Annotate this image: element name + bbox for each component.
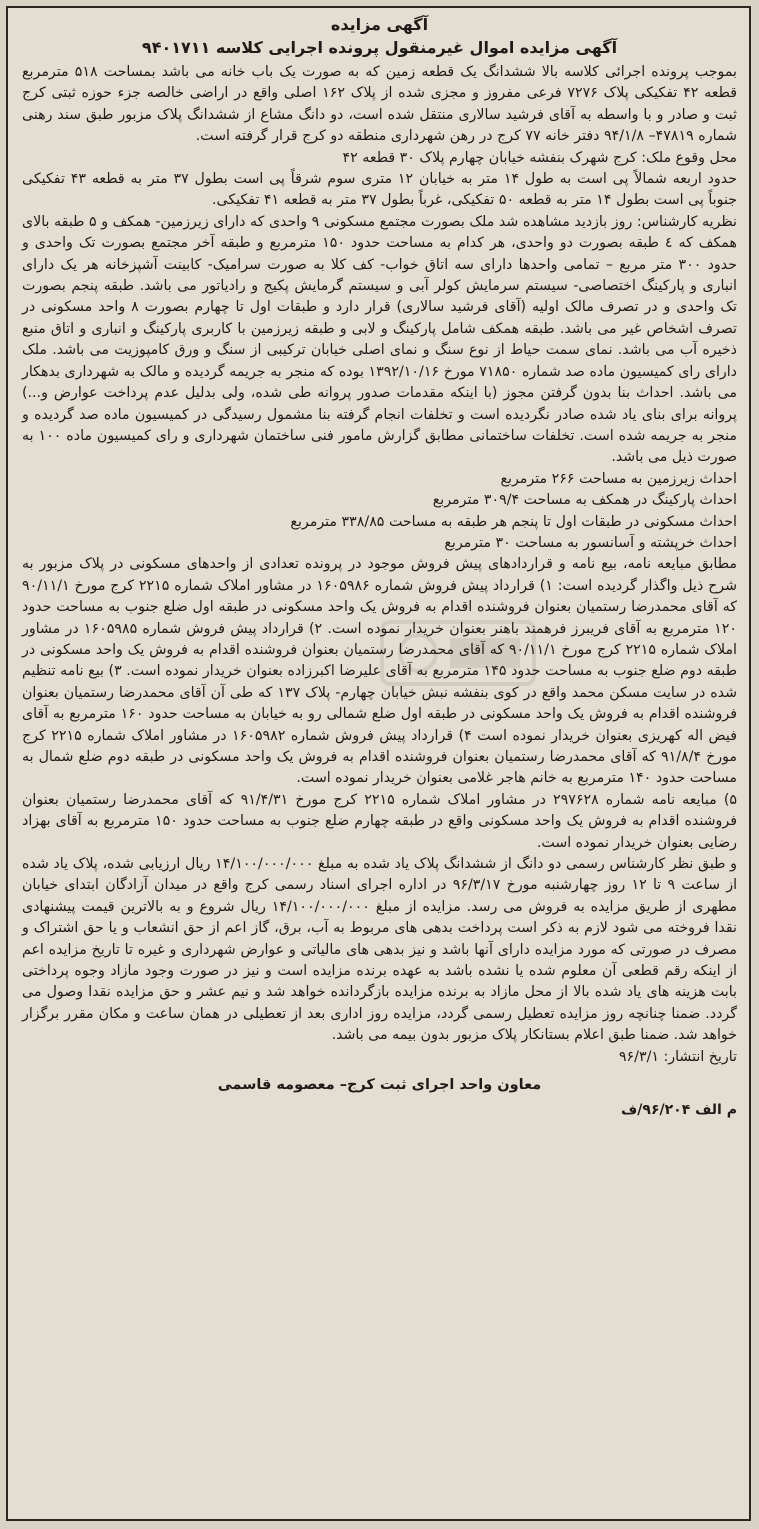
- paragraph-auction-terms: و طبق نظر کارشناس رسمی دو دانگ از ششدانگ پلاک یاد شده به مبلغ ۱۴/۱۰۰/۰۰۰/۰۰۰ ریال ارزیابی شده، پلاک یاد شده از ساعت ۹ تا ۱۲ روز چهارشنبه مورخ ۹۶/۳/۱۷ در اداره اجرای اسناد رسمی کرج واقع در میدان آزادگان ابتدای خیابان مطهری از طریق مزایده به فروش می رسد. مزایده از مبلغ ۱۴/۱۰۰/۰۰۰/۰۰۰ ریال شروع و به بالاترین قیمت پیشنهادی نقدا فروخته می شود لازم به ذکر است پرداخت بدهی های مربوط به آب، برق، گاز اعم از حق انشعاب و یا حق اشتراک و مصرف در صورتی که مورد مزایده دارای آنها باشد و نیز بدهی های مالیاتی و عوارض شهرداری و غیره تا تاریخ مزایده اعم از اینکه رقم قطعی آن معلوم شده یا نشده باشد به عهده برنده مزایده است و نیز در صورت وجود مازاد وجوه پرداختی بابت هزینه های یاد شده بالا از محل مازاد به برنده مزایده بازگردانده خواهد شد و نیم عشر و حق مزایده نقدا وصول می گردد. ضمنا چنانچه روز مزایده تعطیل رسمی گردد، مزایده روز اداری بعد از تعطیلی در همان ساعت و مکان مقرر برگزار خواهد شد. ضمنا طبق اعلام بستانکار پلاک مزبور بدون بیمه می باشد.: [22, 856, 738, 1044]
- paragraph-contract-5: ۵) مبایعه نامه شماره ۲۹۷۶۲۸ در مشاور املاک شماره ۲۲۱۵ کرج مورخ ۹۱/۴/۳۱ که آقای محمدرضا رستمیان بعنوان فروشنده اقدام به فروش یک واحد مسکونی واقع در طبقه چهارم ضلع جنوب به مساحت حدود ۱۵۰ مترمربع به آقای بهزاد رضایی بعنوان خریدار نموده است.: [22, 791, 738, 851]
- publish-date: تاریخ انتشار: ۹۶/۳/۱: [618, 1048, 737, 1065]
- paragraph-expert-opinion: نظریه کارشناس: روز بازدید مشاهده شد ملک بصورت مجتمع مسکونی ۹ واحدی که دارای زیرزمین- همکف و ۵ طبقه بالای همکف که ٤ طبقه بصورت دو واحدی، هر کدام به مساحت حدود ۱۵۰ مترمربع و طبقه آخر مجتمع بصورت تک واحدی و حدود ۳۰۰ متر مربع – تمامی واحدها دارای سه اتاق خواب- کف کلا به صورت سرامیک- کابینت آشپزخانه هر یک دارای انباری و پارکینگ اختصاصی- سیستم سرمایش کولر آبی و سیستم گرمایش پکیج و رادیاتور می باشد. طبقه پنجم بصورت تک واحدی و در تصرف مالک اولیه (آقای فرشید سالاری) قرار دارد و طبقات اول تا چهارم بصورت ۸ واحد مسکونی در تصرف اشخاص غیر می باشد. طبقه همکف شامل پارکینگ و لابی و طبقه زیرزمین با کاربری پارکینگ و انباری و اتاق منبع ذخیره آب می باشد. نمای سمت حیاط از نوع سنگ و نمای اصلی خیابان ترکیبی از سنگ و ورق کامپوزیت می باشد. ملک دارای رای کمیسیون ماده صد شماره ۷۱۸۵۰ مورخ ۱۳۹۲/۱۰/۱۶ بوده که منجر به جریمه گردیده و مالک به شهرداری بدهکار می باشد. احداث بنا بدون گرفتن مجوز (با اینکه مقدمات صدور پروانه طی شده، ولی بدلیل عدم پرداخت عوارض و...) پروانه برای بنای یاد شده صادر نگردیده است و تخلفات انجام گرفته بنا مشمول رسیدگی در کمیسیون ماده صد گردیده و منجر به جریمه شده است. تخلفات ساختمانی مطابق گزارش مامور فنی ساختمان شهرداری و رای کمیسیون ماده ۱۰۰ به صورت ذیل می باشد.: [22, 213, 737, 466]
- violation-residential: احداث مسکونی در طبقات اول تا پنجم هر طبقه به مساحت ۳۳۸/۸۵ مترمربع: [290, 513, 737, 530]
- notice-body: [22, 62, 737, 1068]
- paragraph-location: محل وقوع ملک: کرج شهرک بنفشه خیابان چهارم پلاک ۳۰ قطعه ۴۲: [342, 149, 737, 166]
- violation-roof-elevator: احداث خرپشته و آسانسور به مساحت ۳۰ مترمربع: [444, 534, 737, 551]
- paragraph-intro: بموجب پرونده اجرائی کلاسه بالا ششدانگ یک قطعه زمین که به صورت یک باب خانه می باشد بمساحت ۵۱۸ مترمربع قطعه ۴۲ تفکیکی پلاک ۷۲۷۶ فرعی مفروز و مجزی شده از پلاک ۱۶۲ اصلی واقع در اراضی خالصه جزء حوزه ثبتی کرج ثبت و صادر و با واسطه به آقای فرشید سالاری منتقل شده است، دو دانگ مشاع از ششدانگ پلاک مزبور طبق سند رهنی شماره ۴۷۸۱۹– ۹۴/۱/۸ دفتر خانه ۷۷ کرج در رهن شهرداری منطقه دو کرج قرار گرفته است.: [22, 64, 738, 145]
- notice-title: آگهی مزایده: [330, 15, 429, 34]
- violation-parking: احداث پارکینگ در همکف به مساحت ۳۰۹/۴ مترمربع: [432, 492, 737, 509]
- reference-code: م الف ۹۶/۲۰۴/ف: [621, 1102, 737, 1119]
- signature: معاون واحد اجرای ثبت کرج– معصومه قاسمی: [217, 1077, 542, 1094]
- notice-subtitle: آگهی مزایده اموال غیرمنقول پرونده اجرایی کلاسه ۹۴۰۱۷۱۱: [141, 38, 618, 57]
- paragraph-contracts: مطابق مبایعه نامه، بیع نامه و قراردادهای پیش فروش موجود در پرونده تعدادی از واحدهای مسکونی در پلاک مزبور به شرح ذیل واگذار گردیده است: ۱) قرارداد پیش فروش شماره ۱۶۰۵۹۸۶ در مشاور املاک شماره ۲۲۱۵ کرج مورخ ۹۰/۱۱/۱ که آقای محمدرضا رستمیان بعنوان فروشنده اقدام به فروش یک واحد مسکونی در طبقه اول ضلع جنوب به مساحت حدود ۱۲۰ مترمربع به آقای فریبرز فرهمند باهنر بعنوان خریدار نموده است. ۲) قرارداد پیش فروش شماره ۱۶۰۵۹۸۵ در مشاور املاک شماره ۲۲۱۵ کرج مورخ ۹۰/۱۱/۱ که آقای محمدرضا رستمیان بعنوان فروشنده اقدام به فروش یک واحد مسکونی در طبقه دوم ضلع جنوب به مساحت حدود ۱۴۵ مترمربع به آقای علیرضا اکبرزاده بعنوان خریدار نموده است. ۳) بیع نامه تنظیم شده در سایت مسکن محمد واقع در کوی بنفشه نبش خیابان چهارم- پلاک ۱۳۷ که طی آن آقای محمدرضا رستمیان بعنوان فروشنده اقدام به فروش یک واحد مسکونی در طبقه اول ضلع شمالی رو به خیابان به مساحت حدود ۱۶۰ مترمربع به آقای فیض اله کهریزی بعنوان خریدار نموده است ۴) قرارداد پیش فروش شماره ۱۶۰۵۹۸۲ در مشاور املاک شماره ۲۲۱۵ کرج مورخ ۹۱/۸/۴ که آقای محمدرضا رستمیان بعنوان فروشنده اقدام به فروش یک واحد مسکونی در طبقه دوم ضلع شمال به مساحت حدود ۱۴۰ مترمربع به خانم هاجر غلامی بعنوان خریدار نموده است.: [22, 556, 738, 787]
- auction-notice: [6, 6, 751, 1521]
- violation-basement: احداث زیرزمین به مساحت ۲۶۶ مترمربع: [500, 470, 737, 487]
- paragraph-boundaries: حدود اربعه شمالاً پی است به طول ۱۴ متر به خیابان ۱۲ متری سوم شرقاً پی است بطول ۳۷ متر به قطعه ۴۳ تفکیکی جنوباً پی است بطول ۱۴ متر به قطعه ۵۰ تفکیکی، غرباً بطول ۳۷ متر به قطعه ۴۱ تفکیکی.: [22, 171, 737, 209]
